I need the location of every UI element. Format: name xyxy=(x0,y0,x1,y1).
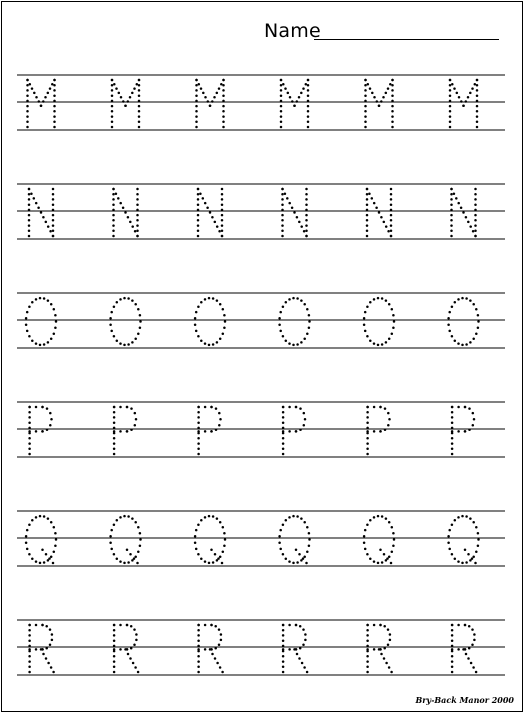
worksheet-page xyxy=(1,1,523,712)
traceable-letter-n[interactable] xyxy=(197,188,224,238)
tracing-practice-area xyxy=(2,2,524,713)
practice-row-n xyxy=(17,184,505,239)
traceable-letter-q[interactable] xyxy=(363,515,395,564)
traceable-letter-o[interactable] xyxy=(363,297,395,346)
traceable-letter-r[interactable] xyxy=(451,624,478,674)
traceable-letter-p[interactable] xyxy=(282,406,306,456)
traceable-letter-r[interactable] xyxy=(28,624,54,674)
traceable-letter-n[interactable] xyxy=(281,188,308,238)
traceable-letter-r[interactable] xyxy=(197,624,224,674)
traceable-letter-r[interactable] xyxy=(113,624,140,674)
traceable-letter-p[interactable] xyxy=(113,406,137,456)
traceable-letter-q[interactable] xyxy=(278,515,310,564)
traceable-letter-r[interactable] xyxy=(366,624,393,674)
traceable-letter-o[interactable] xyxy=(25,297,57,346)
practice-row-r xyxy=(17,620,505,675)
traceable-letter-p[interactable] xyxy=(366,406,390,456)
practice-row-p xyxy=(17,402,505,457)
traceable-letter-n[interactable] xyxy=(450,188,477,238)
traceable-letter-r[interactable] xyxy=(282,624,309,674)
traceable-letter-n[interactable] xyxy=(112,188,139,238)
traceable-letter-p[interactable] xyxy=(197,406,221,456)
traceable-letter-m[interactable] xyxy=(449,79,479,129)
traceable-letter-q[interactable] xyxy=(194,515,226,564)
name-label: Name xyxy=(264,20,321,42)
traceable-letter-n[interactable] xyxy=(28,188,55,238)
traceable-letter-m[interactable] xyxy=(364,79,394,129)
traceable-letter-m[interactable] xyxy=(195,79,225,129)
traceable-letter-p[interactable] xyxy=(28,406,52,456)
traceable-letter-p[interactable] xyxy=(451,406,475,456)
traceable-letter-q[interactable] xyxy=(447,515,479,564)
traceable-letter-m[interactable] xyxy=(111,79,141,129)
traceable-letter-m[interactable] xyxy=(26,79,56,129)
practice-row-o xyxy=(17,293,505,348)
traceable-letter-q[interactable] xyxy=(25,515,57,564)
traceable-letter-o[interactable] xyxy=(194,297,226,346)
traceable-letter-q[interactable] xyxy=(109,515,141,564)
traceable-letter-m[interactable] xyxy=(280,79,310,129)
footer-credit: Bry-Back Manor 2000 xyxy=(415,695,514,705)
traceable-letter-n[interactable] xyxy=(366,188,393,238)
traceable-letter-o[interactable] xyxy=(109,297,141,346)
practice-row-m xyxy=(17,75,505,130)
practice-row-q xyxy=(17,511,505,566)
traceable-letter-o[interactable] xyxy=(447,297,479,346)
traceable-letter-o[interactable] xyxy=(278,297,310,346)
